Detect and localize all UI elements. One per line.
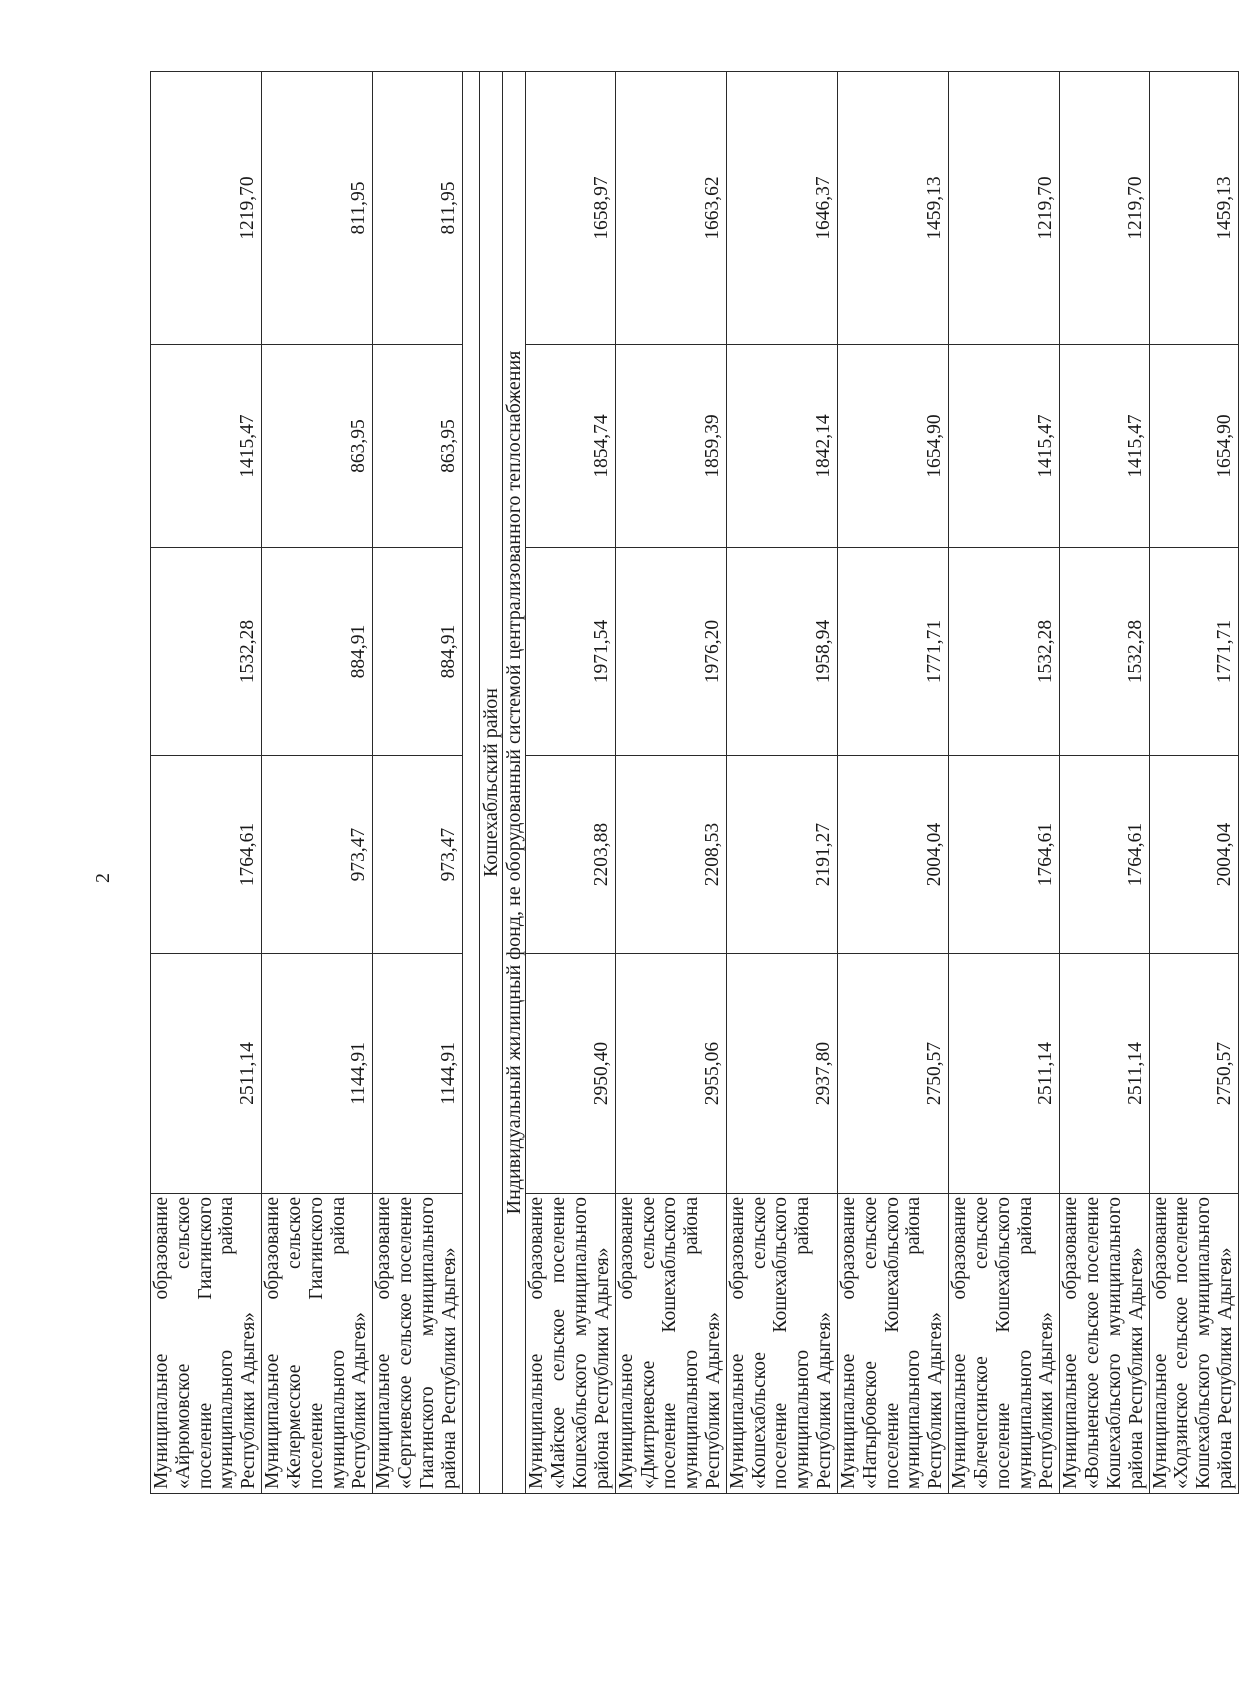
table-headings (462, 72, 526, 1494)
value-cell: 1842,14 (726, 345, 837, 548)
table-row (1149, 72, 1238, 1494)
value-cell: 1976,20 (615, 548, 726, 756)
value-cell: 2511,14 (1060, 954, 1149, 1194)
value-cell: 1663,62 (615, 72, 726, 345)
value-cell: 1219,70 (151, 72, 262, 345)
municipality-name: Муниципальное образование «Дмитриевское сельское поселение Кошехабльского муниципального района Республики Адыгея» (615, 1194, 726, 1494)
value-cell: 1415,47 (1060, 345, 1149, 548)
value-cell: 1144,91 (373, 954, 462, 1194)
table-row (726, 72, 837, 1494)
municipality-name: Муниципальное образование «Кошехабльское сельское поселение Кошехабльского муниципального района Республики Адыгея» (726, 1194, 837, 1494)
value-cell: 1532,28 (949, 548, 1060, 756)
value-cell: 1971,54 (526, 548, 615, 756)
value-cell: 884,91 (262, 548, 373, 756)
value-cell: 884,91 (373, 548, 462, 756)
table-body-bottom (526, 72, 1239, 1494)
value-cell: 1415,47 (949, 345, 1060, 548)
value-cell: 1415,47 (151, 345, 262, 548)
municipality-name: Муниципальное образование «Блечепсинское сельское поселение Кошехабльского муниципального района Республики Адыгея» (949, 1194, 1060, 1494)
value-cell: 973,47 (373, 756, 462, 954)
municipality-name: Муниципальное образование «Ходзинское сельское поселение Кошехабльского муниципального района Республики Адыгея» (1149, 1194, 1238, 1494)
value-cell: 1859,39 (615, 345, 726, 548)
table-row (373, 72, 462, 1494)
table-row (949, 72, 1060, 1494)
value-cell: 1771,71 (837, 548, 948, 756)
value-cell: 1854,74 (526, 345, 615, 548)
value-cell: 1654,90 (1149, 345, 1238, 548)
municipality-name: Муниципальное образование «Вольненское сельское поселение Кошехабльского муниципального района Республики Адыгея» (1060, 1194, 1149, 1494)
value-cell: 2750,57 (1149, 954, 1238, 1194)
value-cell: 2203,88 (526, 756, 615, 954)
category-heading: Индивидуальный жилищный фонд, не оборудованный системой централизованного теплоснабжения (502, 72, 525, 1494)
value-cell: 2750,57 (837, 954, 948, 1194)
municipality-name: Муниципальное образование «Айрюмовское сельское поселение Гиагинского муниципального района Республики Адыгея» (151, 1194, 262, 1494)
value-cell: 1459,13 (1149, 72, 1238, 345)
spacer-row (462, 72, 479, 1494)
table-row (151, 72, 262, 1494)
value-cell: 2511,14 (151, 954, 262, 1194)
value-cell: 1764,61 (949, 756, 1060, 954)
table-row (837, 72, 948, 1494)
table-row (526, 72, 615, 1494)
table-row (1060, 72, 1149, 1494)
table-body-top (151, 72, 463, 1494)
value-cell: 1764,61 (151, 756, 262, 954)
table-row (615, 72, 726, 1494)
value-cell: 2937,80 (726, 954, 837, 1194)
value-cell: 1771,71 (1149, 548, 1238, 756)
value-cell: 2191,27 (726, 756, 837, 954)
value-cell: 1459,13 (837, 72, 948, 345)
value-cell: 2004,04 (837, 756, 948, 954)
value-cell: 1532,28 (151, 548, 262, 756)
value-cell: 2208,53 (615, 756, 726, 954)
value-cell: 2950,40 (526, 954, 615, 1194)
municipality-name: Муниципальное образование «Сергиевское сельское поселение Гиагинского муниципального района Республики Адыгея» (373, 1194, 462, 1494)
value-cell: 1144,91 (262, 954, 373, 1194)
value-cell: 863,95 (262, 345, 373, 548)
value-cell: 811,95 (262, 72, 373, 345)
value-cell: 1532,28 (1060, 548, 1149, 756)
value-cell: 863,95 (373, 345, 462, 548)
value-cell: 973,47 (262, 756, 373, 954)
district-heading: Кошехабльский район (479, 72, 502, 1494)
municipality-name: Муниципальное образование «Келермесское сельское поселение Гиагинского муниципального района Республики Адыгея» (262, 1194, 373, 1494)
value-cell: 2004,04 (1149, 756, 1238, 954)
municipality-name: Муниципальное образование «Натырбовское сельское поселение Кошехабльского муниципального района Республики Адыгея» (837, 1194, 948, 1494)
table-row (262, 72, 373, 1494)
value-cell: 1646,37 (726, 72, 837, 345)
tariff-table (150, 71, 1239, 1494)
value-cell: 1219,70 (1060, 72, 1149, 345)
value-cell: 2955,06 (615, 954, 726, 1194)
municipality-name: Муниципальное образование «Майское сельское поселение Кошехабльского муниципального района Республики Адыгея» (526, 1194, 615, 1494)
value-cell: 1219,70 (949, 72, 1060, 345)
value-cell: 1658,97 (526, 72, 615, 345)
value-cell: 1958,94 (726, 548, 837, 756)
value-cell: 1654,90 (837, 345, 948, 548)
value-cell: 2511,14 (949, 954, 1060, 1194)
rotated-table-container (150, 72, 1237, 1494)
value-cell: 1764,61 (1060, 756, 1149, 954)
value-cell: 811,95 (373, 72, 462, 345)
page-number: 2 (91, 873, 114, 883)
